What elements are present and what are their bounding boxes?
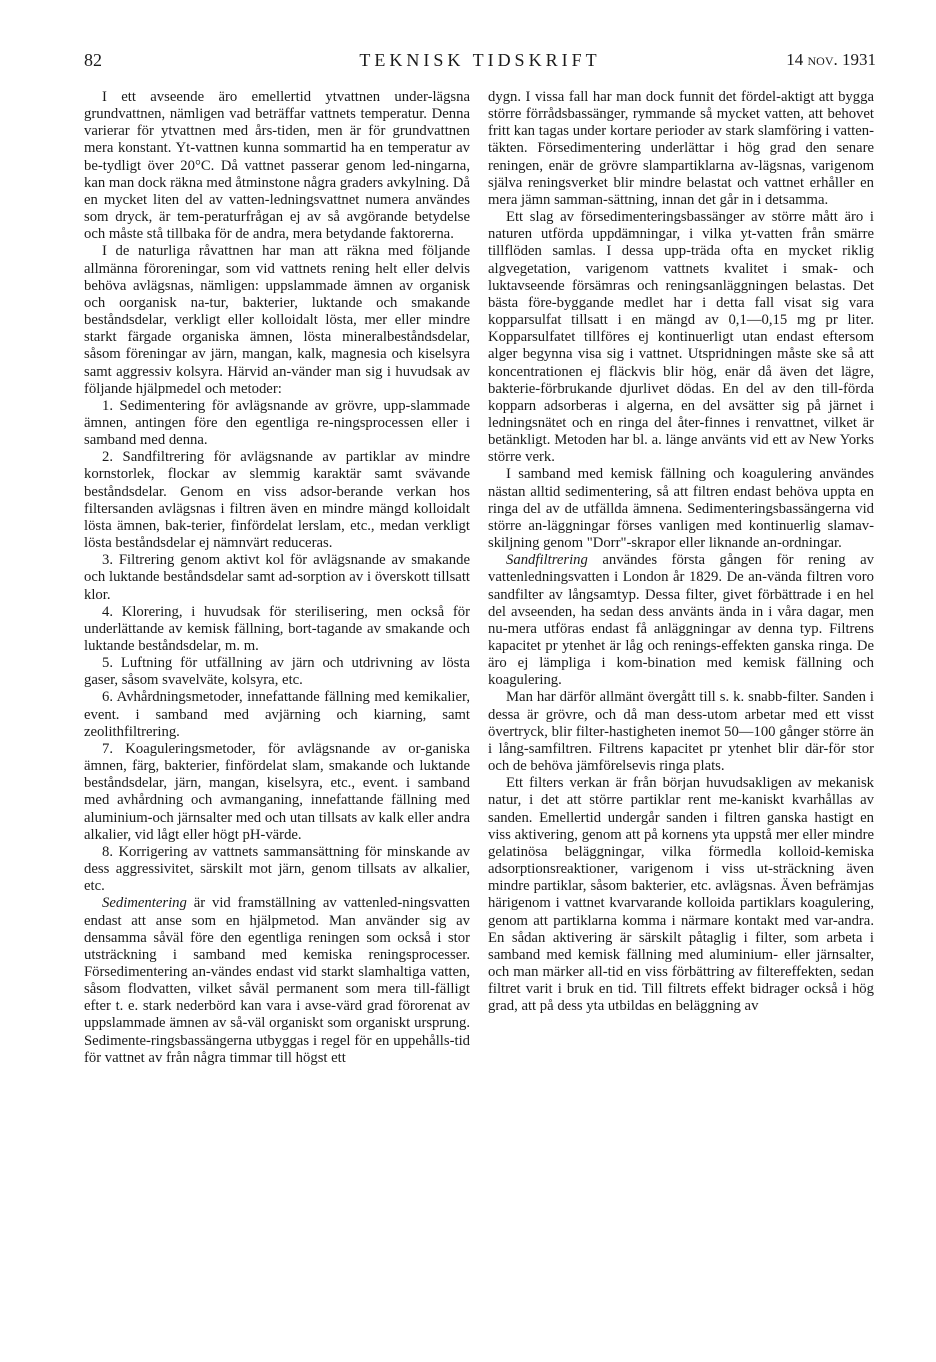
method-item-8: 8. Korrigering av vattnets sammansättning för minskande av dess aggressivitet, särskilt mot järn, genom tillsats av alkalier, etc. [84,843,470,895]
method-item-6: 6. Avhårdningsmetoder, innefattande fällning med kemikalier, event. i samband med avjärning och kiarning, samt zeolithfiltrering. [84,689,470,740]
paragraph-continuation: dygn. I vissa fall har man dock funnit det fördel-aktigt att bygga större förrådsbassänger, rymmande så mycket vatten, att behovet fritt kan tagas under kortare perioder av stark slamföring i vatten-täkten. Försedimentering underlättar i hög grad den senare reningen, enär de grövre slampartiklarna av-lägsnas, varigenom själva reningsverket blir mindre belastat och vattnet erhåller en mera jämn samman-sättning, innan det går in i detsamma. [488,89,874,208]
paragraph-sedimentering [84,895,470,1067]
page-number: 82 [84,50,102,70]
paragraph-snabbfilter: Man har därför allmänt övergått till s. k. snabb-filter. Sanden i dessa är grövre, och då man dess-utom arbetar med ett visst övertryck, blir filter-hastigheten inemot 50—100 gånger större än i lång-samfiltren. Filtrens kapacitet pr ytenhet blir där-för stor och de behöva jämförelsevis ringa plats. [488,689,874,775]
sedimentering-text: är vid framställning av vattenled-ningsvatten endast att anse som en hjälpmetod. Man använder sig av densamma såväl före den egentliga reningen som också i stor utsträckning i samband med kemiska reningsprocesser. Försedimentering an-vändes endast vid starkt slamhaltiga vatten, såsom flodvatten, vilket såväl permanent som mera till-fälligt efter t. e. stark nederbörd kan vara i avse-värd grad förorenat av uppslammade ämnen av så-väl organiskt som organiskt ursprung. Sedimente-ringsbassängerna utbyggas i regel för en uppehålls-tid för vattnet av från några timmar till högst ett [84,895,470,1066]
paragraph-filter-verkan: Ett filters verkan är från början huvudsakligen av mekanisk natur, i det att större partiklar rent me-kaniskt kvarhållas av sanden. Emellertid undergår sanden i filtren ganska hastigt en viss aktivering, genom att på kornens yta uppstå mer eller mindre gelatinösa beläggningar, vilka förmedla kolloid-kemiska adsorptionsreaktioner, varigenom i viss ut-sträckning även mindre partiklar, såsom bakterier, etc. avlägsnas. Även befrämjas härigenom i vattnet kvarvarande kolloida partiklars koagulering, genom att partiklarna komma i närmare kontakt med var-andra. En sådan aktivering är särskilt påtaglig i filter, som arbeta i samband med kemisk fällning med aluminium- eller järnsalter, och man märker all-tid en viss förbättring av filtereffekten, sedan filtret varit i bruk en tid. Till filtrets effekt bidrager också i hög grad, att på dess yta utbildas en beläggning av [488,775,874,1015]
issue-date [786,50,876,70]
method-item-7: 7. Koaguleringsmetoder, för avlägsnande av or-ganiska ämnen, färg, bakterier, finfördelat slam, smakande och luktande beståndsdelar, järn, mangan, kiselsyra, etc., event. i samband med avhårdning och avmanganing, innefattande fällning med aluminium-och järnsalter med och utan tillsats av kalk eller andra alkalier, vid lågt eller högt pH-värde. [84,740,470,843]
journal-title: TEKNISK TIDSKRIFT [359,50,601,70]
term-sandfiltrering: Sandfiltrering [506,552,588,569]
method-item-3: 3. Filtrering genom aktivt kol för avlägsnande av smakande och luktande beståndsdelar samt ad-sorption av i överskott tillsatt klor. [84,552,470,603]
date-year: 1931 [842,50,876,69]
paragraph-sandfiltrering [488,552,874,689]
sandfiltrering-text: användes första gången för rening av vattenledningsvatten i London år 1829. De an-vända filtren voro sandfilter av långsamtyp. Dessa filter, givet förbättrade i en hel del avseenden, ha sedan dess använts ända in i våra dagar, men nu-mera utföras endast få anläggningar av denna typ. Filtrens kapacitet pr ytenhet är låg och renings-effekten ganska ringa. De äro ej lämpliga i kom-bination med kemisk fällning och koagulering. [488,552,874,689]
right-column [488,89,874,1015]
method-item-2: 2. Sandfiltrering för avlägsnande av partiklar av mindre kornstorlek, flockar av slemmig karaktär samt svävande beståndsdelar. Genom en viss adsor-berande verkan hos filtersanden avlägsnas i filtren även en mindre mängd kolloidalt lösta ämnen, bak-terier, finfördelat lerslam, etc., medan verkligt lösta beståndsdelar ej nämnvärt reduceras. [84,449,470,552]
paragraph-koagulering: I samband med kemisk fällning och koagulering användes nästan alltid sedimentering, så att filtren endast behöva uppta en ringa del av de utfällda ämnena. Sedimenteringsbassängerna vid större an-läggningar förses vanligen med kontinuerlig slamav-skiljning genom "Dorr"-skrapor eller liknande an-ordningar. [488,466,874,552]
paragraph-impurities: I de naturliga råvattnen har man att räkna med följande allmänna föroreningar, som vid vattnets rening helt eller delvis behöva avlägsnas, nämligen: uppslammade ämnen av organisk och oorganisk na-tur, bakterier, luktande och smakande beståndsdelar, verkligt eller kolloidalt lösta, mer eller mindre starkt färgade organiska ämnen, lösta mineralbeståndsdelar, såsom föreningar av järn, mangan, kalk, magnesia och kiselsyra samt aggressiv kolsyra. Härvid an-vänder man sig i huvudsak av följande hjälpmedel och metoder: [84,243,470,397]
page-header [84,50,876,76]
term-sedimentering: Sedimentering [102,895,187,912]
left-column [84,89,470,1067]
paragraph-temperature: I ett avseende äro emellertid ytvattnen under-lägsna grundvattnen, nämligen vad beträffar vattnets temperatur. Denna varierar för ytvattnen med års-tiden, men är för grundvattnen mera konstant. Yt-vattnen kunna sommartid ha en temperatur av be-tydligt över 20°C. Då vattnet passerar genom led-ningarna, kan man dock räkna med åtminstone några graders avkylning. Då en mycket liten del av vatten-ledningsvattnet numera användes som dryck, är tem-peraturfrågan ej av så avgörande betydelse och måste stå tillbaka för de andra, mera betydande faktorerna. [84,89,470,243]
method-item-4: 4. Klorering, i huvudsak för sterilisering, men också för underlättande av kemisk fällning, bort-tagande av smakande och luktande beståndsdelar, m. m. [84,603,470,654]
date-month: nov. [807,50,838,69]
date-day: 14 [786,50,804,69]
method-item-5: 5. Luftning för utfällning av järn och utdrivning av lösta gaser, såsom svavelväte, kolsyra, etc. [84,655,470,689]
paragraph-kopparsulfat: Ett slag av försedimenteringsbassänger av större mått äro i naturen utförda uppdämningar, i vilka yt-vatten från smärre tillflöden samlas. I dessa upp-träda ofta en mycket riklig algvegetation, varigenom vattnets kvalitet i smak- och luktavseende försämras och reningsanläggningen belastas. Det bästa före-byggande medlet har i detta fall visat sig vara kopparsulfat tillsatt i en mängd av 0,1—0,15 mg pr liter. Kopparsulfatet tillföres ej kontinuerligt utan endast eftersom alger begynna visa sig i vattnet. Utspridningen måste ske så att koncentrationen ej fläckvis blir hög, enär då även det lägre, bakterie-förbrukande djurlivet dödas. En del av den till-förda kopparn adsorberas i algerna, en del avsätter sig på järnet i ledningsnätet och en ringa del åter-finnes i renvattnet, vilket är betänkligt. Metoden har bl. a. länge använts vid ett av New Yorks större verk. [488,209,874,466]
method-item-1: 1. Sedimentering för avlägsnande av grövre, upp-slammade ämnen, antingen före den egentliga re-ningsprocessen eller i samband med denna. [84,397,470,449]
